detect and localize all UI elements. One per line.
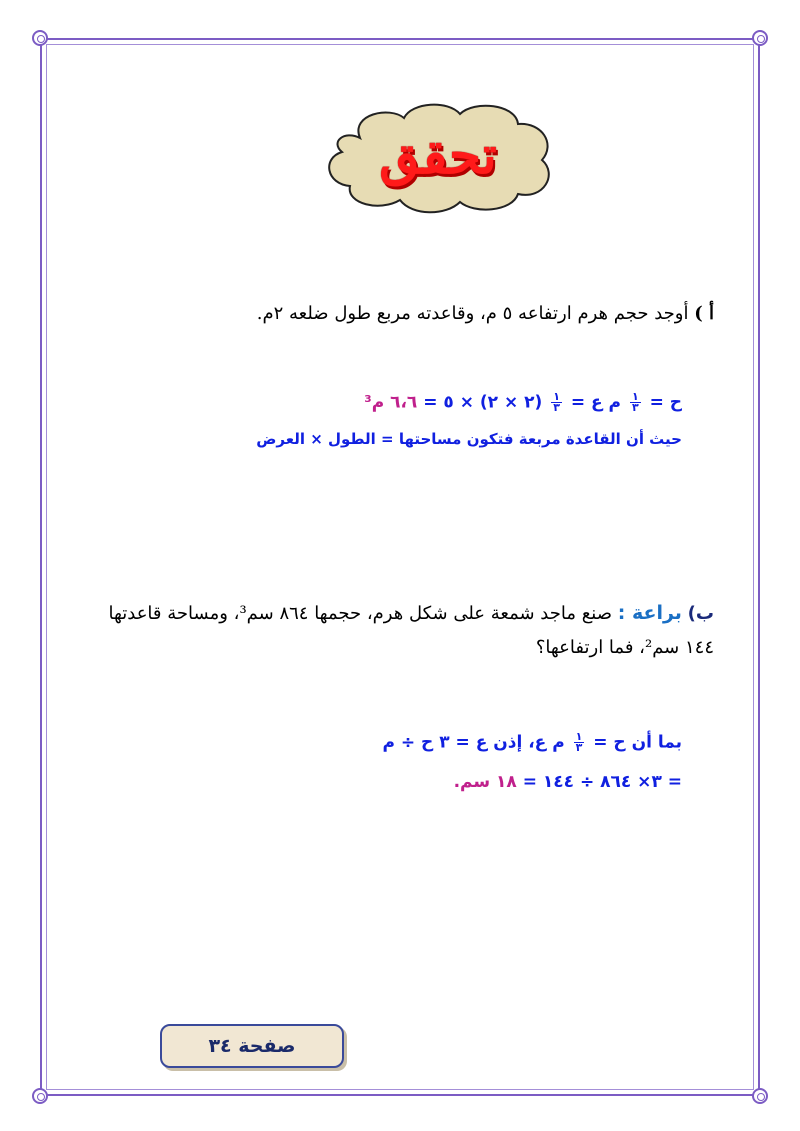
- solution-a-lhs: ح =: [649, 392, 682, 413]
- corner-ornament-top-left: [32, 30, 48, 46]
- solution-b-answer: ١٨ سم.: [453, 772, 517, 792]
- solution-b-line1: [82, 732, 682, 753]
- solution-b-line2: [82, 772, 682, 792]
- solution-b-line2-calc: = ٣× ٨٦٤ ÷ ١٤٤ =: [522, 772, 682, 792]
- solution-a-note: حيث أن القاعدة مربعة فتكون مساحتها = الطول × العرض: [256, 430, 682, 448]
- corner-ornament-bottom-left: [32, 1088, 48, 1104]
- question-b: [74, 596, 714, 665]
- solution-b-line1-start: بما أن ح =: [593, 732, 682, 753]
- fraction-one-third-2: [551, 392, 562, 413]
- fraction-one-third-3: [574, 732, 585, 753]
- fraction-denominator: ٣: [631, 401, 639, 414]
- fraction-numerator: ١: [553, 390, 560, 403]
- page-title: تحقق: [379, 125, 497, 186]
- fraction-denominator: ٣: [575, 741, 583, 754]
- question-a: [74, 303, 714, 324]
- solution-a-mid2: (٢ × ٢) × ٥ =: [423, 392, 543, 413]
- fraction-denominator: ٣: [553, 401, 560, 414]
- question-b-label: ب): [687, 603, 714, 624]
- corner-ornament-top-right: [752, 30, 768, 46]
- question-a-text: أوجد حجم هرم ارتفاعه ٥ م، وقاعدته مربع طول ضلعه ٢م.: [256, 303, 689, 324]
- solution-b-line1-end: م ع، إذن ع = ٣ ح ÷ م: [382, 732, 565, 753]
- solution-a-equation: [82, 392, 682, 413]
- fraction-numerator: ١: [631, 390, 639, 403]
- corner-ornament-bottom-right: [752, 1088, 768, 1104]
- fraction-one-third: [630, 392, 641, 413]
- question-b-text: صنع ماجد شمعة على شكل هرم، حجمها ٨٦٤ سم³، ومساحة قاعدتها ١٤٤ سم²، فما ارتفاعها؟: [108, 603, 714, 658]
- solution-a-mid1: م ع =: [570, 392, 622, 413]
- question-b-keyword: براعة :: [617, 602, 682, 624]
- solution-a-answer: ٦،٦ م³: [364, 392, 418, 413]
- fraction-numerator: ١: [575, 730, 583, 743]
- question-a-label: أ ): [694, 303, 714, 324]
- page-number-box: صفحة ٣٤: [160, 1024, 344, 1068]
